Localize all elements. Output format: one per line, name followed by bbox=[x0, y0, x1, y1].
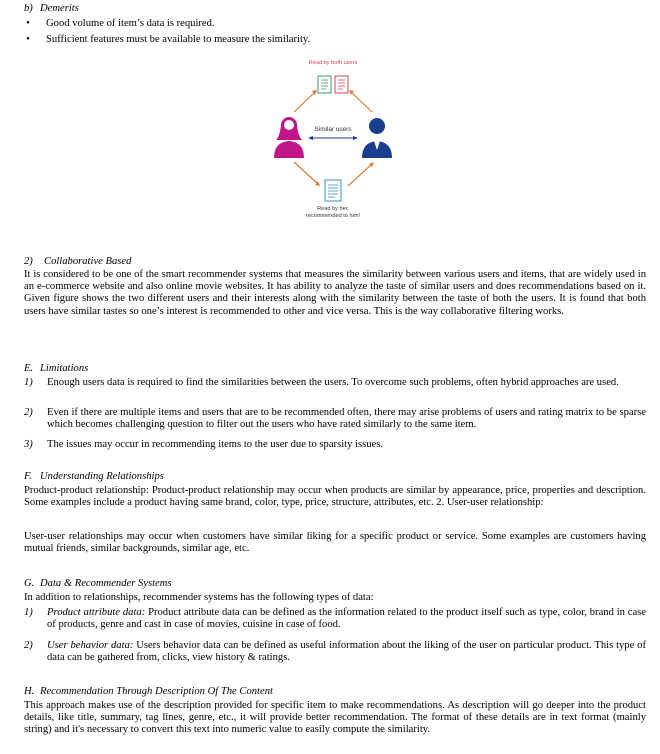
bullet-text: Sufficient features must be available to measure the similarity. bbox=[46, 34, 311, 45]
document-icon-red bbox=[335, 76, 348, 93]
list-number: 1) bbox=[24, 607, 33, 618]
section-label: F. bbox=[24, 471, 32, 482]
section-heading-limitations bbox=[24, 363, 88, 375]
definition: Users behavior data can be defined as useful information about the liking of the user on particular product. This type of data can be gathered from, clicks, view history & ratings. bbox=[47, 640, 646, 664]
bullet-item bbox=[26, 18, 215, 30]
document-icon-green bbox=[318, 76, 331, 93]
arrowhead bbox=[308, 136, 313, 140]
list-number: 1) bbox=[24, 377, 33, 388]
data-intro: In addition to relationships, recommender systems has the following types of data: bbox=[24, 592, 374, 603]
section-heading-data bbox=[24, 578, 172, 590]
figure-illustration bbox=[268, 58, 398, 238]
figure-center-label: Similar users bbox=[314, 126, 352, 133]
list-item bbox=[24, 439, 646, 451]
list-item bbox=[24, 377, 646, 389]
term: Product attribute data: bbox=[47, 607, 146, 618]
list-item bbox=[24, 607, 646, 631]
list-text bbox=[47, 607, 646, 631]
document-icon-blue bbox=[325, 180, 341, 201]
section-label: b) bbox=[24, 3, 33, 14]
figure-top-caption: Read by both users bbox=[308, 60, 358, 66]
list-number: 2) bbox=[24, 640, 33, 651]
list-text: The issues may occur in recommending items to the user due to sparsity issues. bbox=[47, 439, 383, 450]
bullet-dot: • bbox=[26, 18, 30, 29]
list-text bbox=[47, 640, 646, 664]
female-user-icon bbox=[274, 117, 304, 158]
description-paragraph: This approach makes use of the description provided for specific item to make recommendations. As description will go deeper into the product details, like title, summary, tag lines, genre, etc., it will provide better recommendation. The format of these details are in text format (mainly string) and it's necessary to convert this text into numeric value to easily compute the similarity. bbox=[24, 700, 646, 736]
definition: Product attribute data can be defined as the information related to the product itself such as type, color, brand in case of products, genre and cast in case of movies, cuisine in case of food. bbox=[47, 607, 646, 631]
section-heading-demerits bbox=[24, 3, 79, 15]
list-number: 3) bbox=[24, 439, 33, 450]
collaborative-filtering-figure bbox=[268, 58, 398, 238]
section-title: Data & Recommender Systems bbox=[40, 578, 172, 589]
section-heading-description bbox=[24, 686, 273, 698]
collaborative-paragraph: It is considered to be one of the smart recommender systems that measures the similarity between various users and items, that are widely used in an e-commerce website and also online movie websites. It has ability to analyze the taste of similar users and does recommendations based on it. Given figure shows the two different users and their interests along with the similarity between the taste of both the users. It is found that both users have similar tastes so one’s interest is recommended to other and vice versa. This is the way collaborative filtering works. bbox=[24, 269, 646, 317]
list-number: 2) bbox=[24, 407, 33, 418]
section-label: H. bbox=[24, 686, 35, 697]
relationships-paragraph-2: User-user relationships may occur when customers have similar liking for a specific product or service. Some examples are customers having mutual friends, similar backgrounds, similar age, etc. bbox=[24, 531, 646, 555]
list-text: Even if there are multiple items and users that are to be recommended often, there may arise problems of users and rating matrix to be sparse which becomes challenging question to filter out the users who have rated similarly to the same item. bbox=[47, 407, 646, 431]
arrow-her-to-doc bbox=[294, 162, 318, 184]
section-label: 2) bbox=[24, 256, 33, 267]
bullet-text: Good volume of item’s data is required. bbox=[46, 18, 215, 29]
section-title: Understanding Relationships bbox=[40, 471, 164, 482]
arrowhead bbox=[353, 136, 358, 140]
figure-bottom-caption-line2: recommended to him! bbox=[305, 213, 361, 219]
arrow-doc-to-him bbox=[348, 164, 372, 186]
section-title: Demerits bbox=[40, 3, 79, 14]
male-user-icon bbox=[362, 118, 392, 158]
list-text: Enough users data is required to find the similarities between the users. To overcome such problems, often hybrid approaches are used. bbox=[47, 377, 619, 388]
section-label: E. bbox=[24, 363, 34, 374]
section-title: Recommendation Through Description Of The Content bbox=[40, 686, 273, 697]
section-heading-relationships bbox=[24, 471, 164, 483]
section-title: Collaborative Based bbox=[44, 256, 132, 267]
list-item bbox=[24, 640, 646, 664]
term: User behavior data: bbox=[47, 640, 134, 651]
section-title: Limitations bbox=[40, 363, 89, 374]
section-label: G. bbox=[24, 578, 35, 589]
section-heading-collaborative bbox=[24, 256, 131, 268]
bullet-dot: • bbox=[26, 34, 30, 45]
relationships-paragraph-1: Product-product relationship: Product-product relationship may occur when products are similar by appearance, price, properties and description. Some examples include a product having same brand, color, type, price, structure, attributes, etc. 2. User-user relationship: bbox=[24, 485, 646, 509]
arrow-him-to-docs bbox=[351, 92, 372, 112]
bullet-item bbox=[26, 34, 310, 46]
arrow-her-to-docs bbox=[294, 92, 315, 112]
list-item bbox=[24, 407, 646, 431]
figure-bottom-caption-line1: Read by her, bbox=[317, 206, 349, 212]
